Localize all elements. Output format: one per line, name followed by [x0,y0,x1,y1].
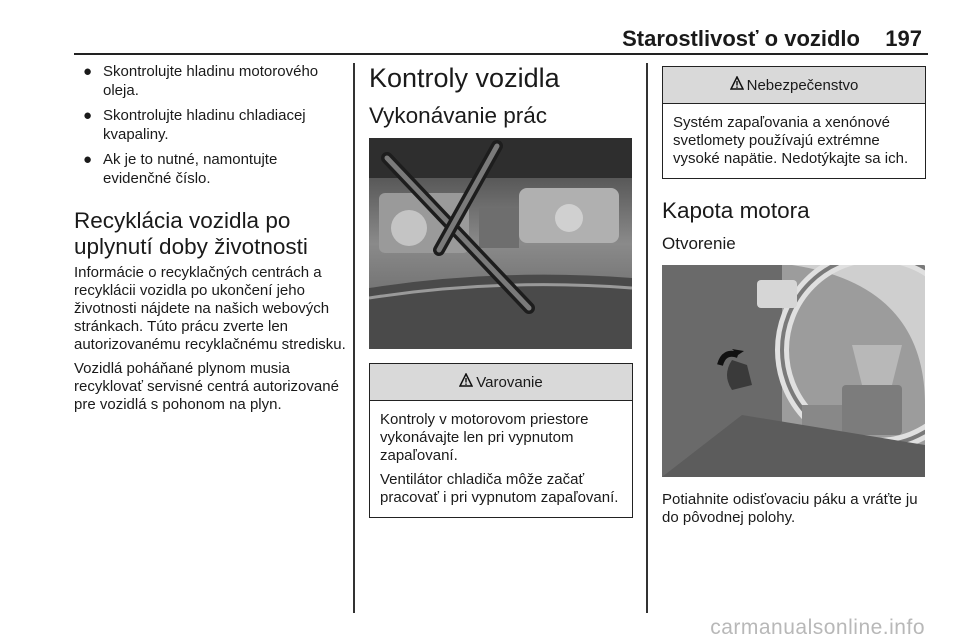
checklist [74,62,346,188]
column-left [74,62,346,420]
engine-bay-photo [369,138,632,349]
list-item: ● Skontrolujte hladinu chladiacej kvapaliny. [83,107,306,143]
paragraph: Systém zapaľovania a xenónové svetlomety používajú extrémne vysoké napätie. Nedotýkajte sa ich. [673,114,909,167]
hood-heading: Kapota motora [662,198,810,223]
warning-label: Varovanie [476,373,543,391]
paragraph: Ventilátor chladiča môže začať pracovať i pri vypnutom zapaľovaní. [380,471,619,506]
bullet-icon: ● [83,107,93,124]
opening-heading: Otvorenie [662,234,736,253]
column-middle [369,62,633,518]
header-title: Starostlivosť o vozidlo [622,26,860,51]
warning-header [370,364,632,401]
watermark[interactable]: carmanualsonline.info [710,616,925,639]
list-item: ● Ak je to nutné, namontujte evidenčné číslo. [83,151,278,187]
header-rule [74,53,928,55]
hood-caption: Potiahnite odisťovaciu páku a vráťte ju do pôvodnej polohy. [662,491,918,526]
warning-body [370,401,632,517]
column-right [662,62,926,533]
danger-body [663,104,925,178]
danger-box [662,66,926,179]
column-divider [353,63,355,613]
warning-box [369,363,633,518]
warning-triangle-icon [730,76,744,94]
danger-header [663,67,925,104]
recycling-heading: Recyklácia vozidla po uplynutí doby životnosti [74,208,308,259]
danger-label: Nebezpečenstvo [746,76,859,94]
hood-release-photo [662,265,925,477]
section-subtitle: Vykonávanie prác [369,103,548,128]
warning-triangle-icon [459,373,473,391]
column-divider [646,63,648,613]
bullet-icon: ● [83,63,93,80]
section-title: Kontroly vozidla [369,63,560,93]
page-number: 197 [885,26,922,51]
paragraph: Vozidlá poháňané plynom musia recyklovať servisné centrá autorizované pre vozidlá s pohonom na plyn. [74,360,339,413]
list-item: ● Skontrolujte hladinu motorového oleja. [83,63,319,99]
bullet-icon: ● [83,151,93,168]
paragraph: Informácie o recyklačných centrách a recyklácii vozidla po ukončení jeho životnosti nájdete na našich webových stránkach. Túto prácu zverte len autorizovanému recyklačnému stredisku. [74,264,346,353]
paragraph: Kontroly v motorovom priestore vykonávajte len pri vypnutom zapaľovaní. [380,411,589,464]
